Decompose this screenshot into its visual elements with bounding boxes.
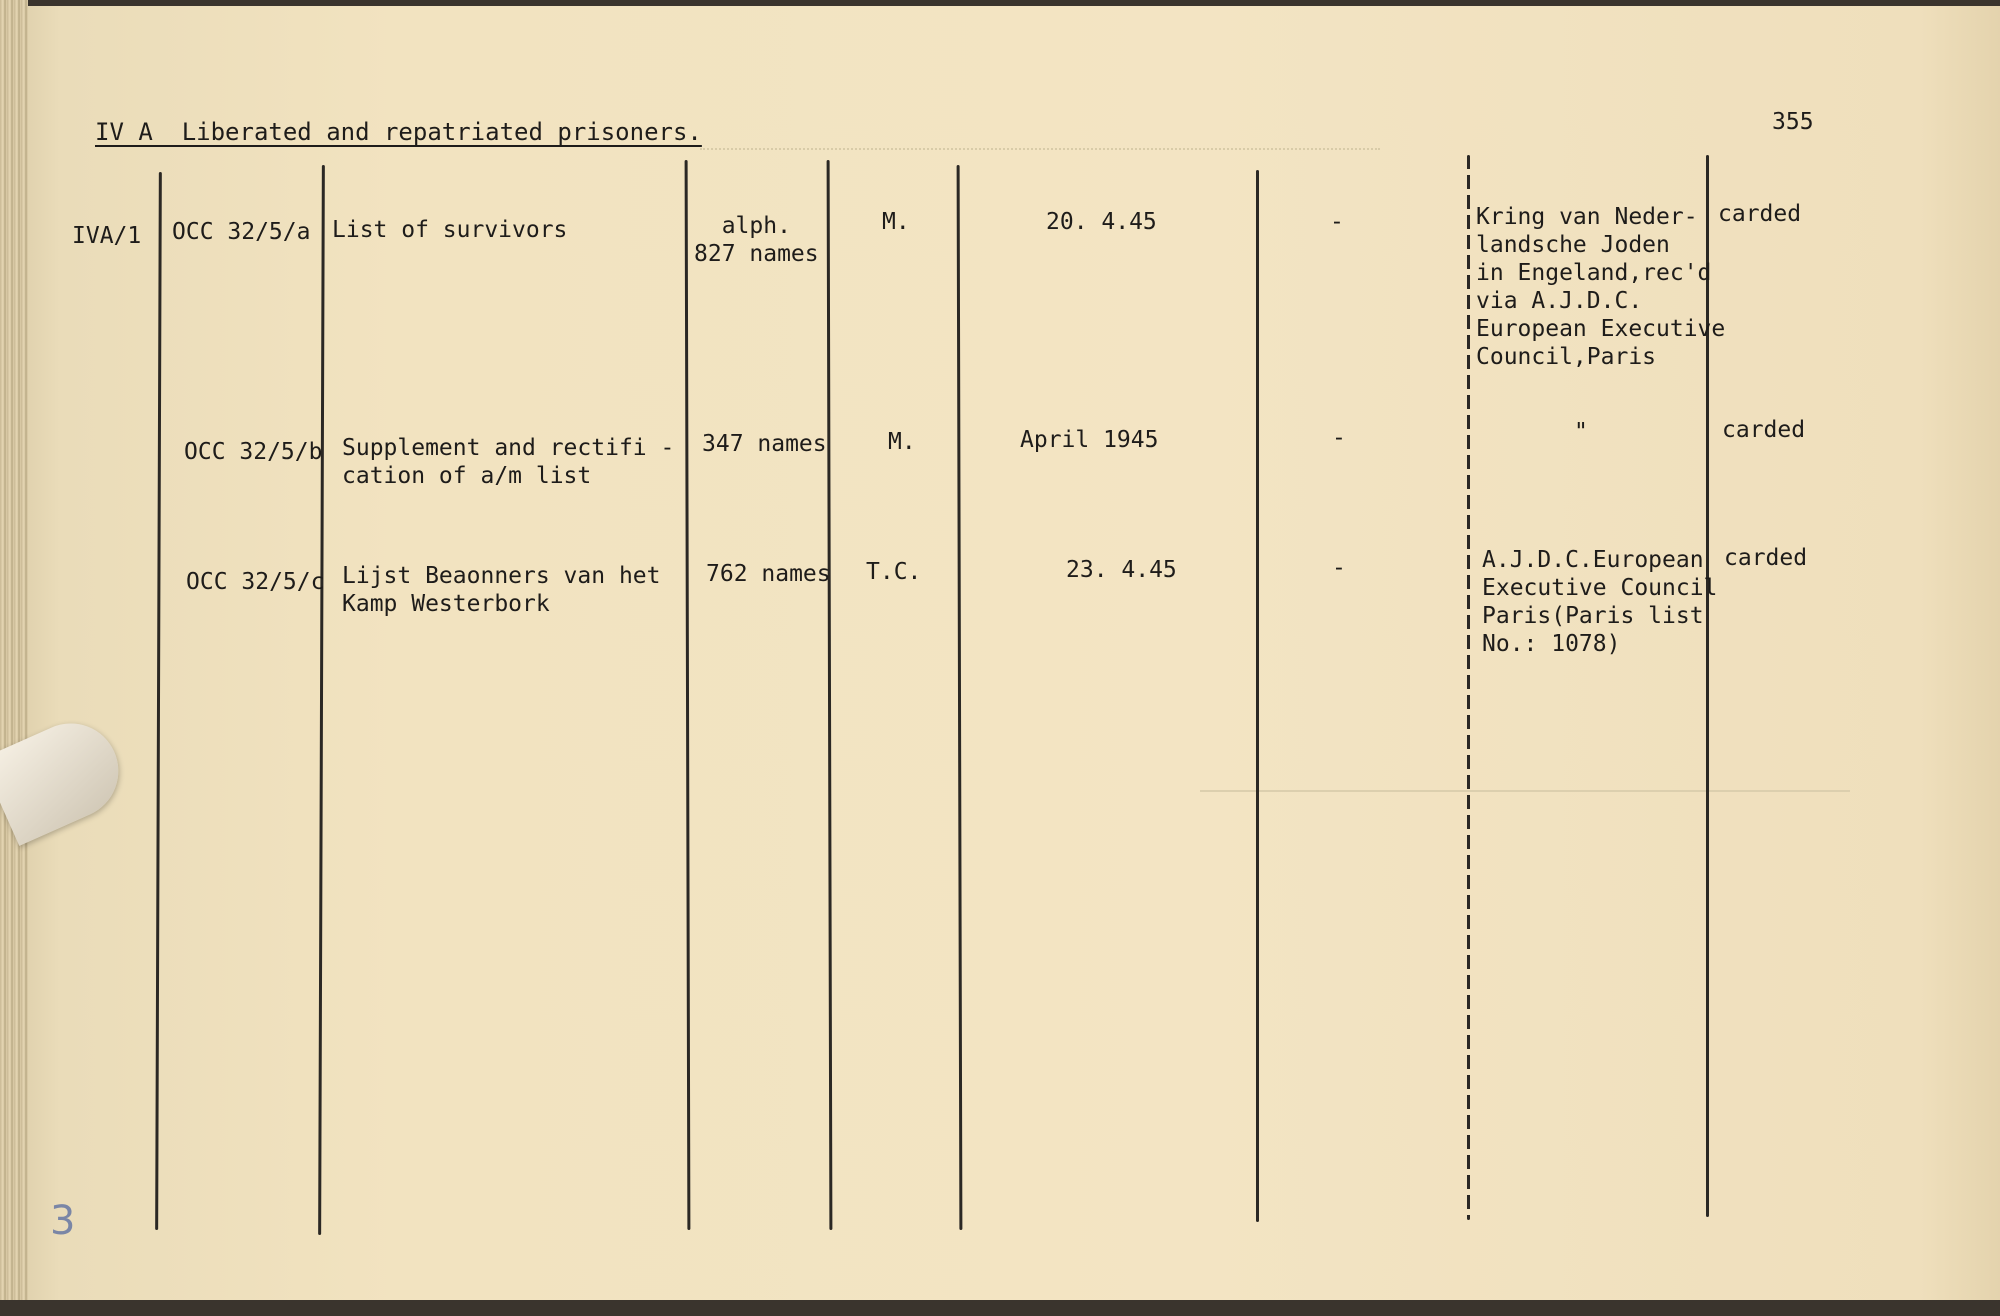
row-dash: - xyxy=(1332,425,1346,451)
row-source: Kring van Neder- landsche Joden in Engeland,rec'd via A.J.D.C. European Executive Council,Paris xyxy=(1476,204,1726,370)
row-dash: - xyxy=(1332,555,1346,581)
row-type: M. xyxy=(882,209,910,235)
row-reference: OCC 32/5/a xyxy=(172,219,311,245)
row-reference: OCC 32/5/c xyxy=(186,569,325,595)
row-title: List of survivors xyxy=(332,217,568,243)
bleed-through-band xyxy=(1200,790,1850,792)
column-rule xyxy=(318,165,325,1235)
row-dash: - xyxy=(1330,209,1344,235)
row-title: Lijst Beaonners van het Kamp Westerbork xyxy=(342,563,661,617)
column-rule xyxy=(957,165,963,1230)
row-count: 762 names xyxy=(706,561,831,587)
bleed-through-band xyxy=(700,138,1380,150)
row-source: A.J.D.C.European Executive Council Paris(Paris list No.: 1078) xyxy=(1482,547,1718,657)
section-title: IV A Liberated and repatriated prisoners. xyxy=(95,118,702,146)
row-status: carded xyxy=(1724,545,1808,571)
row-reference: OCC 32/5/b xyxy=(184,439,323,465)
column-rule xyxy=(1256,170,1259,1222)
column-rule xyxy=(685,160,691,1230)
column-rule xyxy=(155,172,162,1230)
row-count: alph. 827 names xyxy=(694,213,819,267)
row-source: " xyxy=(1574,419,1588,445)
column-rule xyxy=(827,160,833,1230)
column-rule-dashed xyxy=(1467,155,1470,1220)
row-date: 23. 4.45 xyxy=(1066,557,1177,583)
page-bottom-edge xyxy=(0,1300,2000,1316)
row-type: M. xyxy=(888,429,916,455)
row-date: April 1945 xyxy=(1020,427,1159,453)
row-title: Supplement and rectifi - cation of a/m list xyxy=(342,435,675,489)
page-binding-edge xyxy=(0,0,28,1316)
row-status: carded xyxy=(1718,201,1802,227)
pencil-corner-mark: 3 xyxy=(50,1198,76,1244)
row-status: carded xyxy=(1722,417,1806,443)
page-number: 355 xyxy=(1772,109,1814,135)
row-count: 347 names xyxy=(702,431,827,457)
row-id: IVA/1 xyxy=(72,223,142,249)
row-type: T.C. xyxy=(866,559,922,585)
page-top-edge xyxy=(0,0,2000,6)
row-date: 20. 4.45 xyxy=(1046,209,1157,235)
